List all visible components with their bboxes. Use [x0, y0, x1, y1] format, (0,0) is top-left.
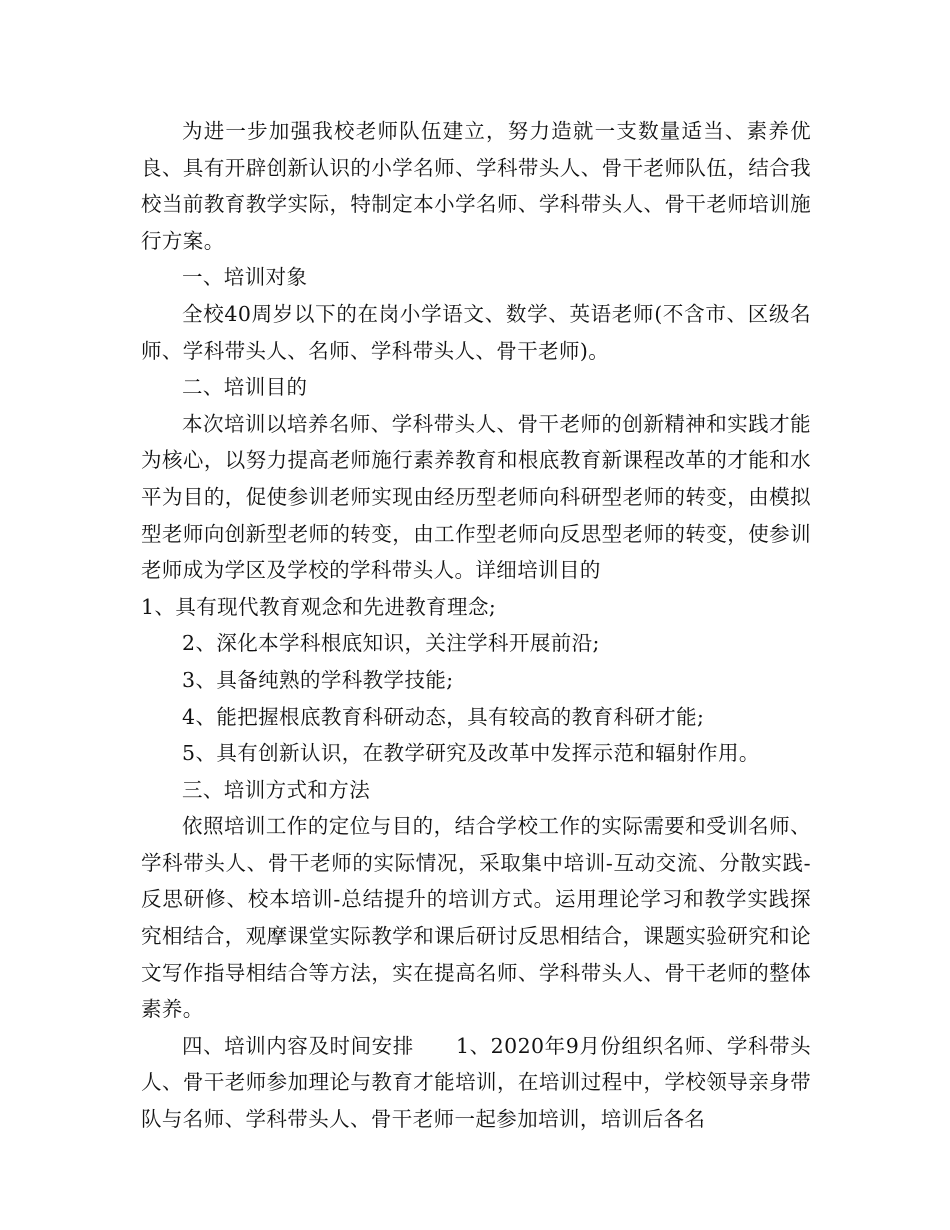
- section-heading-training-methods: 三、培训方式和方法: [182, 777, 371, 802]
- purpose-item-1: 1、具有现代教育观念和先进教育理念;: [141, 594, 497, 619]
- training-methods-paragraph: 依照培训工作的定位与目的，结合学校工作的实际需要和受训名师、学科带头人、骨干老师的实际情况，采取集中培训-互动交流、分散实践-反思研修、校本培训-总结提升的培训方式。运用理论学习和教学实践探究相结合，观摩课堂实际教学和课后研讨反思相结合，课题实验研究和论文写作指导相结合等方法，实在提高名师、学科带头人、骨干老师的整体素养。: [141, 814, 811, 1022]
- training-purpose-paragraph: 本次培训以培养名师、学科带头人、骨干老师的创新精神和实践才能为核心，以努力提高老师施行素养教育和根底教育新课程改革的才能和水平为目的，促使参训老师实现由经历型老师向科研型老师的转变，由模拟型老师向创新型老师的转变，由工作型老师向反思型老师的转变，使参训老师成为学区及学校的学科带头人。详细培训目的: [141, 411, 811, 583]
- purpose-item-3: 3、具备纯熟的学科教学技能;: [182, 667, 454, 692]
- purpose-item-5: 5、具有创新认识，在教学研究及改革中发挥示范和辐射作用。: [182, 741, 760, 766]
- purpose-item-4: 4、能把握根底教育科研动态，具有较高的教育科研才能;: [182, 704, 705, 729]
- training-schedule-paragraph: 四、培训内容及时间安排 1、2020年9月份组织名师、学科带头人、骨干老师参加理论与教育才能培训，在培训过程中，学校领导亲身带队与名师、学科带头人、骨干老师一起参加培训，培训后各名: [141, 1033, 811, 1132]
- section-heading-training-target: 一、培训对象: [182, 265, 308, 290]
- document-body: [141, 113, 811, 1138]
- purpose-item-2: 2、深化本学科根底知识，关注学科开展前沿;: [182, 631, 600, 656]
- training-target-paragraph: 全校40周岁以下的在岗小学语文、数学、英语老师(不含市、区级名师、学科带头人、名师、学科带头人、骨干老师)。: [141, 301, 811, 363]
- section-heading-training-purpose: 二、培训目的: [182, 375, 308, 400]
- intro-paragraph: 为进一步加强我校老师队伍建立，努力造就一支数量适当、素养优良、具有开辟创新认识的小学名师、学科带头人、骨干老师队伍，结合我校当前教育教学实际，特制定本小学名师、学科带头人、骨干老师培训施行方案。: [141, 119, 811, 253]
